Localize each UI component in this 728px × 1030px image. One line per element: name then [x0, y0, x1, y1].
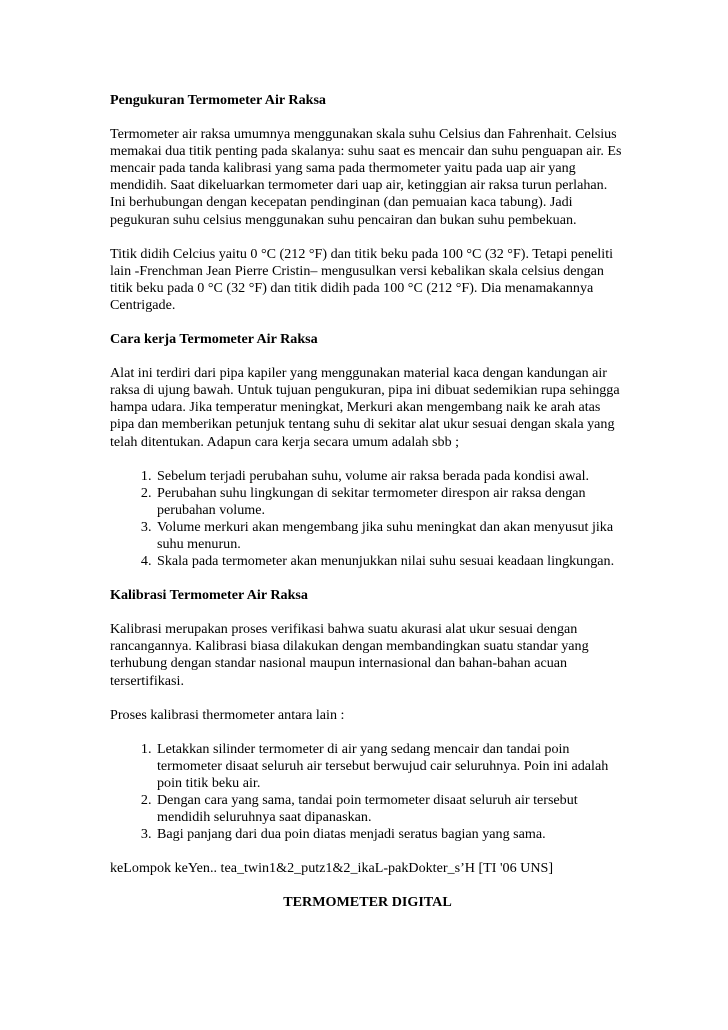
list-item: 3. Bagi panjang dari dua poin diatas menjadi seratus bagian yang sama.: [155, 826, 625, 843]
paragraph: Alat ini terdiri dari pipa kapiler yang menggunakan material kaca dengan kandungan air raksa di ujung bawah. Untuk tujuan pengukuran, pipa ini dibuat sedemikian rupa sehingga hampa udara. Jika temperatur meningkat, Merkuri akan mengembang naik ke arah atas pipa dan memberikan petunjuk tentang suhu di sekitar alat ukur sesuai dengan skala yang telah ditentukan. Adapun cara kerja secara umum adalah sbb ;: [110, 365, 620, 450]
list-item: 1. Letakkan silinder termometer di air yang sedang mencair dan tandai poin termometer disaat seluruh air tersebut berwujud cair seluruhnya. Poin ini adalah poin titik beku air.: [155, 741, 625, 792]
author-credit: keLompok keYen.. tea_twin1&2_putz1&2_ikaL-pakDokter_s’H [TI '06 UNS]: [110, 860, 554, 877]
list-item: 3. Volume merkuri akan mengembang jika suhu meningkat dan akan menyusut jika suhu menurun.: [155, 519, 625, 553]
numbered-list-kalibrasi: [110, 741, 625, 844]
section-heading-cara-kerja: Cara kerja Termometer Air Raksa: [110, 331, 318, 348]
list-item: 2. Dengan cara yang sama, tandai poin termometer disaat seluruh air tersebut mendidih seluruhnya saat dipanaskan.: [155, 792, 625, 826]
paragraph: Titik didih Celcius yaitu 0 °C (212 °F) dan titik beku pada 100 °C (32 °F). Tetapi peneliti lain -Frenchman Jean Pierre Cristin– mengusulkan versi kebalikan skala celsius dengan titik beku pada 0 °C (32 °F) dan titik didih pada 100 °C (212 °F). Dia menamakannya Centrigade.: [110, 245, 614, 313]
paragraph: Proses kalibrasi thermometer antara lain :: [110, 706, 345, 723]
document-body: [110, 92, 625, 911]
list-item: 1. Sebelum terjadi perubahan suhu, volume air raksa berada pada kondisi awal.: [155, 468, 625, 485]
numbered-list-cara-kerja: [110, 468, 625, 571]
paragraph: Kalibrasi merupakan proses verifikasi bahwa suatu akurasi alat ukur sesuai dengan rancangannya. Kalibrasi biasa dilakukan dengan membandingkan suatu standar yang terhubung dengan standar nasional maupun internasional dan bahan-bahan acuan tersertifikasi.: [110, 621, 589, 689]
paragraph: Termometer air raksa umumnya menggunakan skala suhu Celsius dan Fahrenhait. Celsius memakai dua titik penting pada skalanya: suhu saat es mencair dan suhu penguapan air. Es mencair pada tanda kalibrasi yang sama pada thermometer yaitu pada uap air yang mendidih. Saat dikeluarkan termometer dari uap air, ketinggian air raksa turun perlahan. Ini berhubungan dengan kecepatan pendinginan (dan pemuaian kaca tabung). Jadi pegukuran suhu celsius menggunakan suhu pencairan dan bukan suhu pembekuan.: [110, 126, 622, 228]
list-item: 4. Skala pada termometer akan menunjukkan nilai suhu sesuai keadaan lingkungan.: [155, 553, 625, 570]
section-heading-pengukuran: Pengukuran Termometer Air Raksa: [110, 92, 326, 108]
next-section-title: TERMOMETER DIGITAL: [283, 894, 452, 911]
section-heading-kalibrasi: Kalibrasi Termometer Air Raksa: [110, 587, 308, 604]
list-item: 2. Perubahan suhu lingkungan di sekitar termometer direspon air raksa dengan perubahan volume.: [155, 485, 625, 519]
